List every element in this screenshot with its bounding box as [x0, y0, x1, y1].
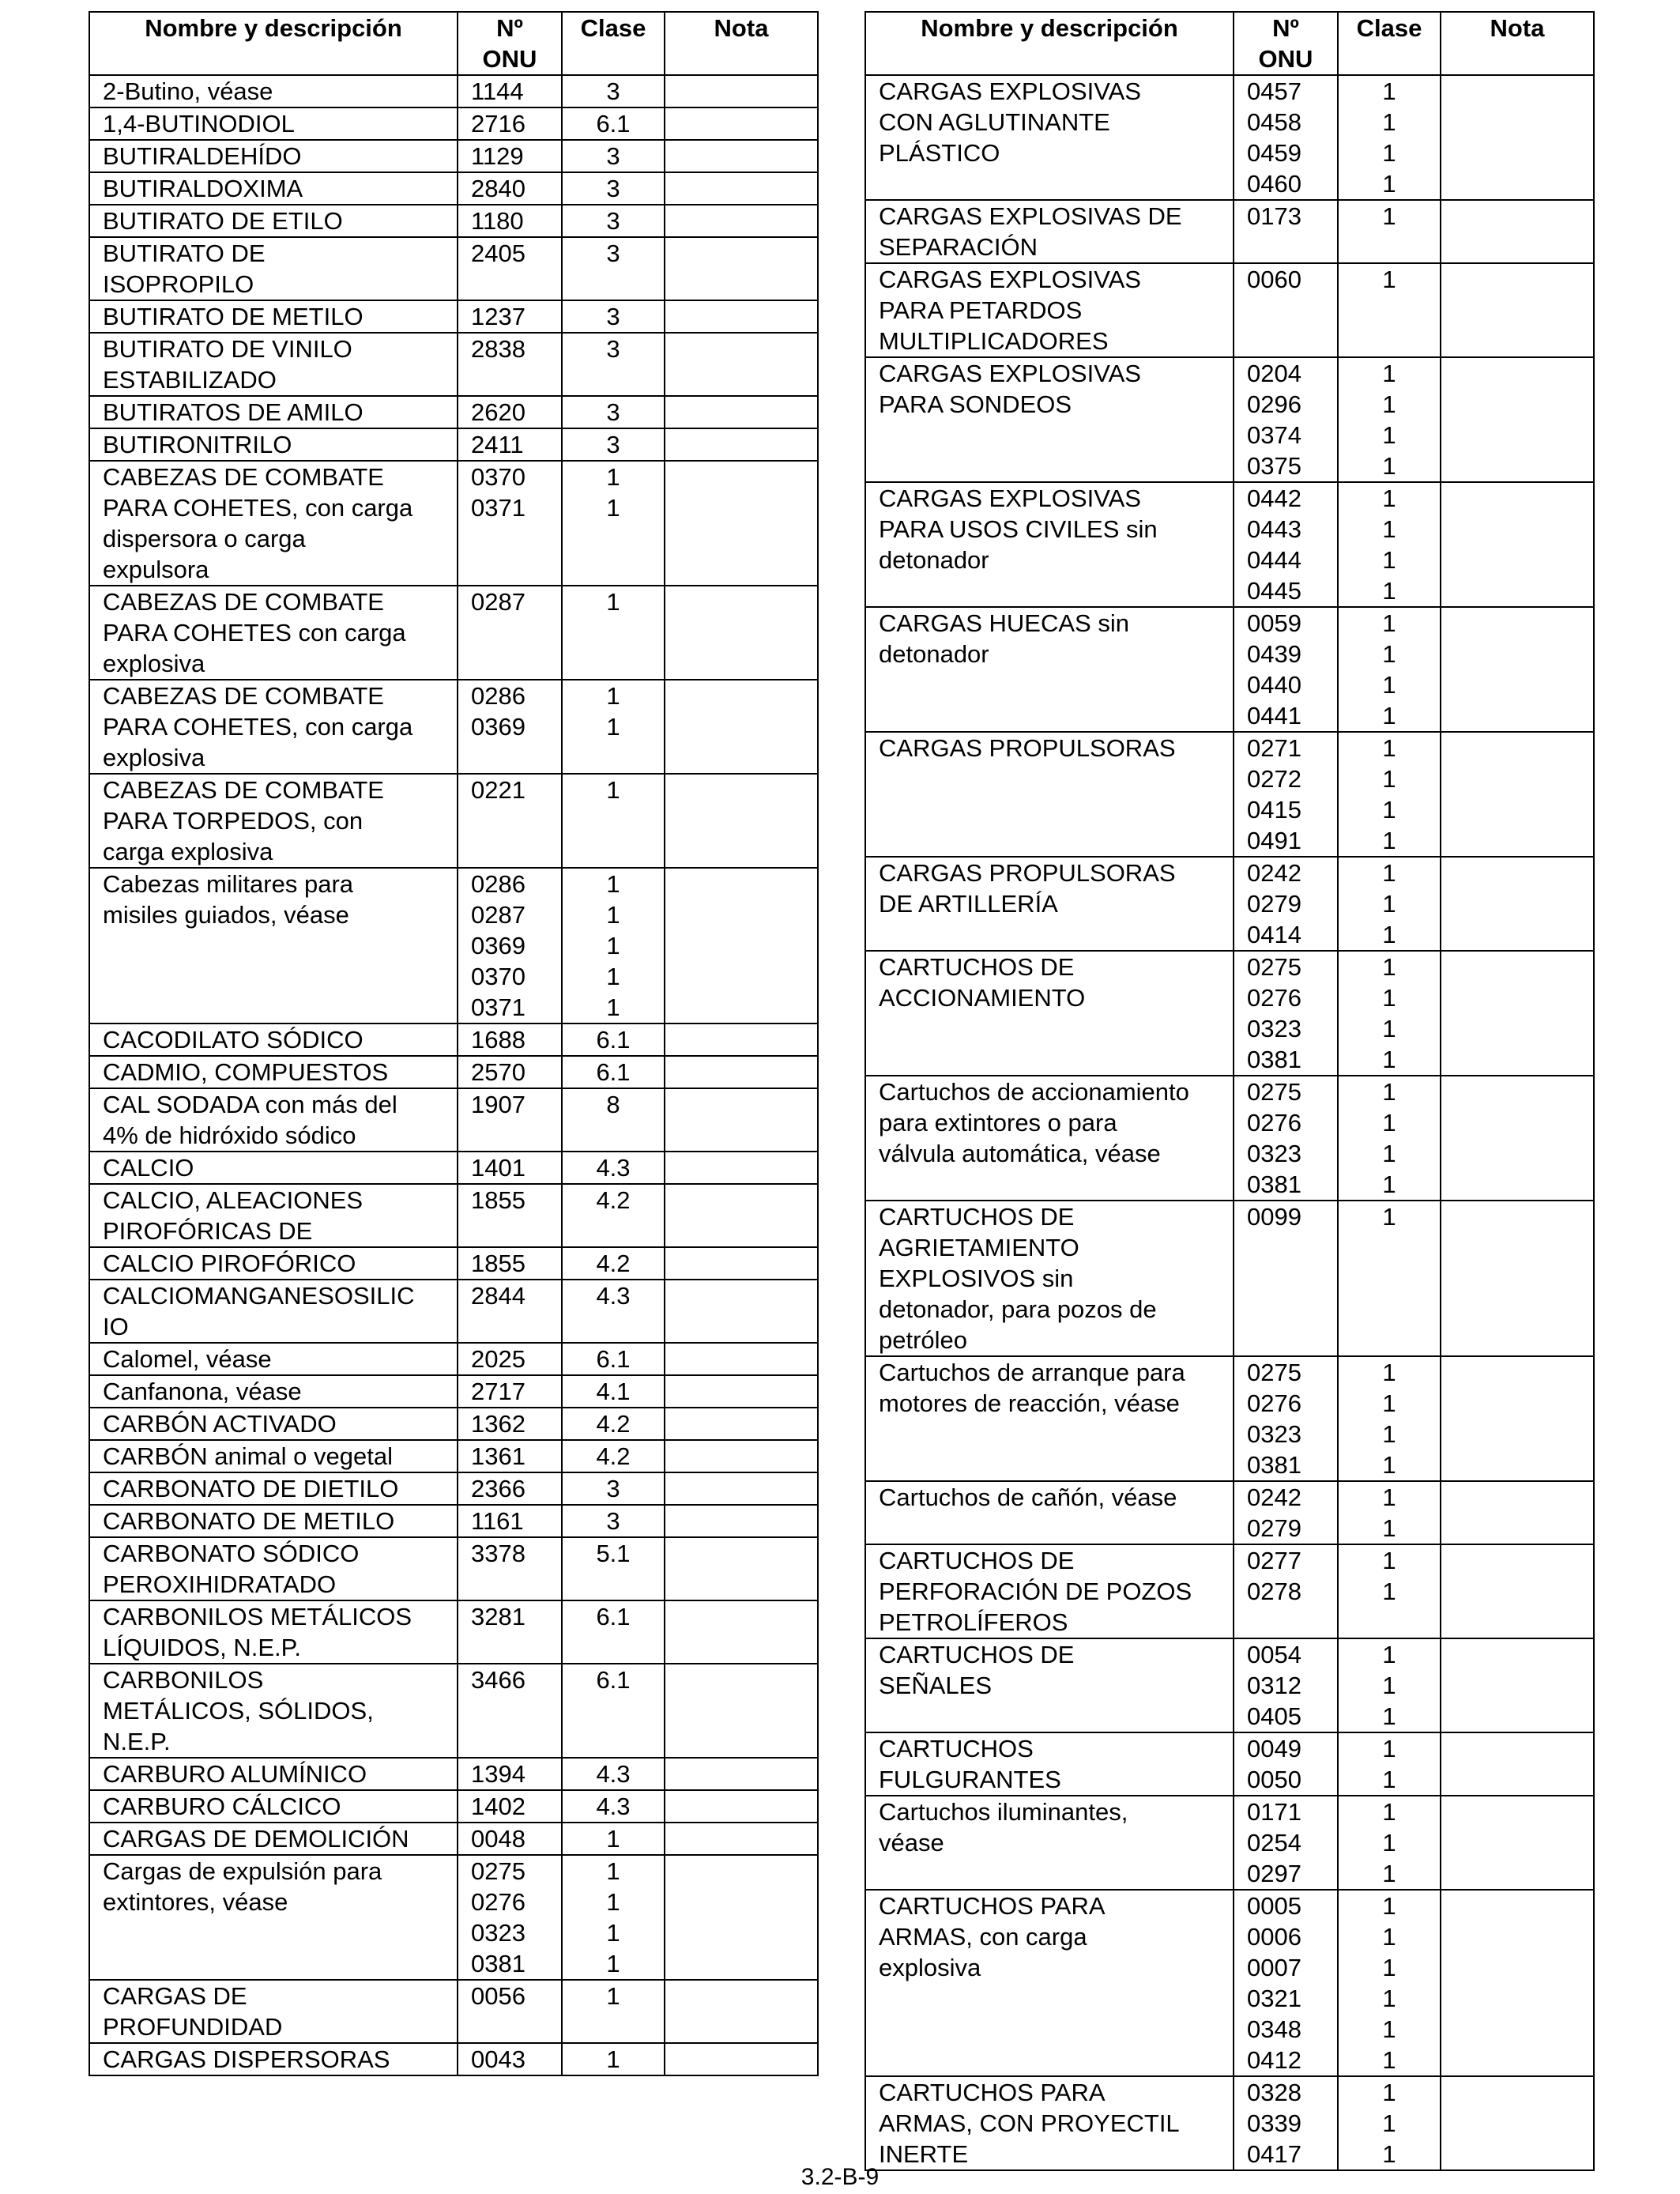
- cell-name: CARGAS EXPLOSIVAS PARA USOS CIVILES sin detonador: [865, 482, 1234, 607]
- cell-onu: 0049 0050: [1234, 1732, 1338, 1796]
- cell-onu: 0048: [458, 1823, 562, 1855]
- table-row: [89, 1664, 818, 1758]
- table-row: [865, 607, 1594, 732]
- cell-name: CABEZAS DE COMBATE PARA TORPEDOS, con carga explosiva: [89, 774, 458, 868]
- cell-clase: 1 1 1: [1338, 1638, 1441, 1732]
- cell-clase: 8: [562, 1088, 665, 1152]
- cell-name: CABEZAS DE COMBATE PARA COHETES con carga explosiva: [89, 586, 458, 680]
- cell-clase: 5.1: [562, 1537, 665, 1600]
- table-row: [89, 300, 818, 333]
- table-row: [865, 1356, 1594, 1481]
- header-nota: Nota: [665, 12, 818, 75]
- cell-name: CARBONATO DE DIETILO: [89, 1472, 458, 1505]
- cell-nota: [665, 1758, 818, 1790]
- cell-name: CAL SODADA con más del 4% de hidróxido sódico: [89, 1088, 458, 1152]
- cell-name: CARBONATO DE METILO: [89, 1505, 458, 1537]
- cell-name: CARTUCHOS DE PERFORACIÓN DE POZOS PETROLÍFEROS: [865, 1544, 1234, 1638]
- cell-clase: 1 1 1: [1338, 2076, 1441, 2170]
- cell-nota: [665, 680, 818, 774]
- table-row: [89, 396, 818, 428]
- cell-nota: [665, 396, 818, 428]
- cell-onu: 0277 0278: [1234, 1544, 1338, 1638]
- table-row: [89, 1408, 818, 1440]
- cell-nota: [665, 428, 818, 461]
- cell-clase: 1 1 1 1: [1338, 75, 1441, 200]
- cell-name: BUTIRATO DE ETILO: [89, 205, 458, 237]
- table-row: [89, 1023, 818, 1056]
- cell-onu: 2025: [458, 1343, 562, 1375]
- cell-clase: 3: [562, 140, 665, 172]
- table-row: [89, 680, 818, 774]
- cell-clase: 3: [562, 1505, 665, 1537]
- table-row: [89, 107, 818, 140]
- cell-nota: [665, 461, 818, 586]
- cell-clase: 4.2: [562, 1247, 665, 1280]
- header-row: [865, 12, 1594, 75]
- cell-onu: 1688: [458, 1023, 562, 1056]
- cell-name: CARBÓN animal o vegetal: [89, 1440, 458, 1472]
- cell-clase: 4.2: [562, 1184, 665, 1247]
- cell-clase: 4.2: [562, 1440, 665, 1472]
- cell-onu: 1394: [458, 1758, 562, 1790]
- cell-nota: [665, 1023, 818, 1056]
- cell-name: CARGAS EXPLOSIVAS CON AGLUTINANTE PLÁSTICO: [865, 75, 1234, 200]
- cell-name: CARTUCHOS DE ACCIONAMIENTO: [865, 951, 1234, 1076]
- cell-clase: 3: [562, 396, 665, 428]
- cell-clase: 6.1: [562, 107, 665, 140]
- cell-nota: [665, 1472, 818, 1505]
- table-row: [89, 1505, 818, 1537]
- cell-name: Canfanona, véase: [89, 1375, 458, 1408]
- cell-clase: 3: [562, 205, 665, 237]
- cell-nota: [665, 75, 818, 107]
- cell-name: BUTIRATO DE VINILO ESTABILIZADO: [89, 333, 458, 396]
- cell-name: CARBONILOS METÁLICOS LÍQUIDOS, N.E.P.: [89, 1600, 458, 1664]
- header-onu: Nº ONU: [458, 12, 562, 75]
- cell-nota: [665, 1664, 818, 1758]
- cell-nota: [1441, 482, 1594, 607]
- cell-clase: 1: [1338, 263, 1441, 357]
- cell-nota: [1441, 357, 1594, 482]
- cell-onu: 0287: [458, 586, 562, 680]
- table-row: [89, 237, 818, 300]
- cell-name: BUTIRALDEHÍDO: [89, 140, 458, 172]
- cell-name: 1,4-BUTINODIOL: [89, 107, 458, 140]
- cell-nota: [665, 1855, 818, 1980]
- cell-nota: [1441, 2076, 1594, 2170]
- cell-onu: 0275 0276 0323 0381: [1234, 1356, 1338, 1481]
- table-row: [89, 1088, 818, 1152]
- cell-nota: [665, 1505, 818, 1537]
- cell-clase: 3: [562, 300, 665, 333]
- cell-onu: 2366: [458, 1472, 562, 1505]
- cell-onu: 0060: [1234, 263, 1338, 357]
- cell-name: BUTIRALDOXIMA: [89, 172, 458, 205]
- cell-nota: [1441, 75, 1594, 200]
- cell-nota: [665, 1600, 818, 1664]
- cell-name: CARGAS PROPULSORAS: [865, 732, 1234, 857]
- cell-name: CARGAS DISPERSORAS: [89, 2043, 458, 2075]
- table-row: [865, 1638, 1594, 1732]
- cell-onu: 1237: [458, 300, 562, 333]
- cell-name: CARGAS DE PROFUNDIDAD: [89, 1980, 458, 2043]
- cell-onu: 0442 0443 0444 0445: [1234, 482, 1338, 607]
- cell-name: CARBONILOS METÁLICOS, SÓLIDOS, N.E.P.: [89, 1664, 458, 1758]
- cell-clase: 1 1 1: [1338, 857, 1441, 951]
- cell-name: CARGAS DE DEMOLICIÓN: [89, 1823, 458, 1855]
- table-row: [89, 2043, 818, 2075]
- table-row: [89, 1152, 818, 1184]
- cell-name: CARBONATO SÓDICO PEROXIHIDRATADO: [89, 1537, 458, 1600]
- table-row: [89, 1980, 818, 2043]
- cell-onu: 1180: [458, 205, 562, 237]
- table-row: [89, 1600, 818, 1664]
- cell-name: CADMIO, COMPUESTOS: [89, 1056, 458, 1088]
- cell-clase: 3: [562, 237, 665, 300]
- cell-name: Cartuchos de accionamiento para extintores o para válvula automática, véase: [865, 1076, 1234, 1201]
- right-table: [864, 11, 1595, 2171]
- cell-onu: 0328 0339 0417: [1234, 2076, 1338, 2170]
- cell-name: Cargas de expulsión para extintores, véase: [89, 1855, 458, 1980]
- left-table: [89, 11, 819, 2076]
- cell-onu: 1361: [458, 1440, 562, 1472]
- cell-onu: 0275 0276 0323 0381: [458, 1855, 562, 1980]
- cell-onu: 1401: [458, 1152, 562, 1184]
- cell-onu: 1855: [458, 1247, 562, 1280]
- cell-name: BUTIRATOS DE AMILO: [89, 396, 458, 428]
- cell-onu: 2838: [458, 333, 562, 396]
- cell-name: Cartuchos de cañón, véase: [865, 1481, 1234, 1544]
- table-row: [89, 140, 818, 172]
- cell-name: CALCIO: [89, 1152, 458, 1184]
- table-row: [89, 1184, 818, 1247]
- cell-clase: 1: [1338, 200, 1441, 263]
- cell-clase: 1 1: [1338, 1481, 1441, 1544]
- cell-onu: 1144: [458, 75, 562, 107]
- cell-nota: [665, 1440, 818, 1472]
- cell-nota: [665, 1343, 818, 1375]
- cell-nota: [665, 1056, 818, 1088]
- cell-name: CARTUCHOS FULGURANTES: [865, 1732, 1234, 1796]
- cell-name: CACODILATO SÓDICO: [89, 1023, 458, 1056]
- cell-clase: 1: [562, 2043, 665, 2075]
- cell-onu: 0054 0312 0405: [1234, 1638, 1338, 1732]
- cell-onu: 2716: [458, 107, 562, 140]
- cell-clase: 3: [562, 333, 665, 396]
- cell-onu: 0056: [458, 1980, 562, 2043]
- table-row: [89, 1823, 818, 1855]
- table-row: [89, 1758, 818, 1790]
- cell-onu: 0275 0276 0323 0381: [1234, 951, 1338, 1076]
- table-row: [89, 586, 818, 680]
- table-row: [865, 732, 1594, 857]
- cell-onu: 0099: [1234, 1201, 1338, 1356]
- cell-onu: 0370 0371: [458, 461, 562, 586]
- cell-nota: [665, 1247, 818, 1280]
- cell-onu: 1362: [458, 1408, 562, 1440]
- table-row: [865, 75, 1594, 200]
- table-row: [865, 263, 1594, 357]
- cell-nota: [1441, 1201, 1594, 1356]
- table-row: [89, 1375, 818, 1408]
- cell-onu: 1161: [458, 1505, 562, 1537]
- cell-nota: [665, 2043, 818, 2075]
- cell-nota: [1441, 1481, 1594, 1544]
- cell-name: CALCIO PIROFÓRICO: [89, 1247, 458, 1280]
- table-row: [89, 1790, 818, 1823]
- cell-nota: [665, 1980, 818, 2043]
- header-onu: Nº ONU: [1234, 12, 1338, 75]
- table-row: [865, 1076, 1594, 1201]
- cell-clase: 6.1: [562, 1664, 665, 1758]
- cell-clase: 4.1: [562, 1375, 665, 1408]
- cell-name: CARTUCHOS PARA ARMAS, CON PROYECTIL INERTE: [865, 2076, 1234, 2170]
- table-row: [89, 1343, 818, 1375]
- cell-nota: [665, 107, 818, 140]
- cell-clase: 3: [562, 1472, 665, 1505]
- cell-name: Cabezas militares para misiles guiados, véase: [89, 868, 458, 1023]
- header-clase: Clase: [562, 12, 665, 75]
- table-row: [89, 774, 818, 868]
- cell-nota: [665, 586, 818, 680]
- cell-name: CALCIO, ALEACIONES PIROFÓRICAS DE: [89, 1184, 458, 1247]
- table-row: [865, 1544, 1594, 1638]
- cell-clase: 3: [562, 75, 665, 107]
- cell-onu: 1129: [458, 140, 562, 172]
- cell-onu: 2411: [458, 428, 562, 461]
- cell-name: Cartuchos de arranque para motores de reacción, véase: [865, 1356, 1234, 1481]
- cell-onu: 0221: [458, 774, 562, 868]
- cell-nota: [1441, 951, 1594, 1076]
- cell-nota: [1441, 732, 1594, 857]
- cell-nota: [1441, 1544, 1594, 1638]
- cell-nota: [1441, 1796, 1594, 1890]
- table-row: [89, 75, 818, 107]
- cell-name: BUTIRATO DE METILO: [89, 300, 458, 333]
- cell-nota: [665, 237, 818, 300]
- header-name: Nombre y descripción: [89, 12, 458, 75]
- cell-clase: 4.3: [562, 1280, 665, 1343]
- header-name: Nombre y descripción: [865, 12, 1234, 75]
- cell-clase: 4.3: [562, 1790, 665, 1823]
- cell-clase: 1 1: [562, 680, 665, 774]
- cell-nota: [665, 205, 818, 237]
- table-row: [865, 200, 1594, 263]
- cell-name: CARGAS HUECAS sin detonador: [865, 607, 1234, 732]
- cell-clase: 1 1 1 1: [1338, 951, 1441, 1076]
- cell-nota: [665, 1088, 818, 1152]
- cell-clase: 1: [562, 586, 665, 680]
- header-clase: Clase: [1338, 12, 1441, 75]
- cell-nota: [665, 774, 818, 868]
- cell-clase: 1: [1338, 1201, 1441, 1356]
- cell-name: CARTUCHOS DE SEÑALES: [865, 1638, 1234, 1732]
- cell-name: CARTUCHOS DE AGRIETAMIENTO EXPLOSIVOS sin detonador, para pozos de petróleo: [865, 1201, 1234, 1356]
- cell-nota: [665, 868, 818, 1023]
- cell-clase: 1 1 1 1: [1338, 732, 1441, 857]
- cell-nota: [665, 1790, 818, 1823]
- cell-onu: 0286 0287 0369 0370 0371: [458, 868, 562, 1023]
- table-row: [865, 482, 1594, 607]
- cell-clase: 6.1: [562, 1056, 665, 1088]
- cell-nota: [1441, 200, 1594, 263]
- cell-nota: [665, 1184, 818, 1247]
- cell-name: CARGAS EXPLOSIVAS PARA PETARDOS MULTIPLICADORES: [865, 263, 1234, 357]
- cell-onu: 3466: [458, 1664, 562, 1758]
- cell-onu: 0173: [1234, 200, 1338, 263]
- table-row: [89, 1537, 818, 1600]
- cell-clase: 1: [562, 1823, 665, 1855]
- cell-clase: 1 1 1 1 1: [562, 868, 665, 1023]
- cell-onu: 0059 0439 0440 0441: [1234, 607, 1338, 732]
- cell-clase: 1: [562, 1980, 665, 2043]
- table-row: [865, 1796, 1594, 1890]
- table-row: [89, 1247, 818, 1280]
- cell-clase: 1 1 1 1: [1338, 357, 1441, 482]
- cell-name: CABEZAS DE COMBATE PARA COHETES, con carga explosiva: [89, 680, 458, 774]
- cell-onu: 2405: [458, 237, 562, 300]
- cell-onu: 1855: [458, 1184, 562, 1247]
- cell-onu: 1907: [458, 1088, 562, 1152]
- cell-clase: 1 1 1 1: [1338, 607, 1441, 732]
- table-row: [865, 1201, 1594, 1356]
- cell-nota: [665, 1280, 818, 1343]
- table-row: [865, 357, 1594, 482]
- cell-nota: [665, 1823, 818, 1855]
- table-row: [89, 333, 818, 396]
- cell-clase: 1 1 1 1: [1338, 1076, 1441, 1201]
- cell-nota: [1441, 263, 1594, 357]
- cell-onu: 2570: [458, 1056, 562, 1088]
- table-row: [89, 1855, 818, 1980]
- cell-nota: [1441, 1356, 1594, 1481]
- cell-onu: 0242 0279: [1234, 1481, 1338, 1544]
- cell-onu: 0204 0296 0374 0375: [1234, 357, 1338, 482]
- cell-clase: 4.2: [562, 1408, 665, 1440]
- cell-clase: 1 1: [562, 461, 665, 586]
- table-row: [89, 1056, 818, 1088]
- cell-clase: 1: [562, 774, 665, 868]
- cell-onu: 3281: [458, 1600, 562, 1664]
- cell-onu: 0171 0254 0297: [1234, 1796, 1338, 1890]
- cell-nota: [1441, 1076, 1594, 1201]
- cell-clase: 6.1: [562, 1023, 665, 1056]
- cell-name: Cartuchos iluminantes, véase: [865, 1796, 1234, 1890]
- left-table-body: [89, 75, 818, 2075]
- cell-nota: [665, 140, 818, 172]
- cell-onu: 0005 0006 0007 0321 0348 0412: [1234, 1890, 1338, 2076]
- cell-name: CABEZAS DE COMBATE PARA COHETES, con carga dispersora o carga expulsora: [89, 461, 458, 586]
- cell-nota: [1441, 857, 1594, 951]
- cell-onu: 3378: [458, 1537, 562, 1600]
- cell-clase: 6.1: [562, 1343, 665, 1375]
- table-row: [89, 461, 818, 586]
- cell-onu: 2840: [458, 172, 562, 205]
- cell-name: CARBURO CÁLCICO: [89, 1790, 458, 1823]
- cell-nota: [665, 300, 818, 333]
- cell-onu: 0242 0279 0414: [1234, 857, 1338, 951]
- cell-clase: 1 1: [1338, 1732, 1441, 1796]
- header-row: [89, 12, 818, 75]
- cell-clase: 6.1: [562, 1600, 665, 1664]
- cell-nota: [1441, 1638, 1594, 1732]
- cell-nota: [665, 1408, 818, 1440]
- cell-nota: [665, 172, 818, 205]
- cell-name: CALCIOMANGANESOSILIC IO: [89, 1280, 458, 1343]
- header-nota: Nota: [1441, 12, 1594, 75]
- cell-onu: 0271 0272 0415 0491: [1234, 732, 1338, 857]
- table-row: [865, 951, 1594, 1076]
- cell-nota: [665, 1537, 818, 1600]
- cell-onu: 0457 0458 0459 0460: [1234, 75, 1338, 200]
- table-row: [865, 857, 1594, 951]
- cell-onu: 2620: [458, 396, 562, 428]
- cell-clase: 3: [562, 172, 665, 205]
- cell-onu: 1402: [458, 1790, 562, 1823]
- cell-clase: 1 1 1 1: [1338, 482, 1441, 607]
- cell-clase: 1 1 1: [1338, 1796, 1441, 1890]
- cell-name: CARBURO ALUMÍNICO: [89, 1758, 458, 1790]
- cell-clase: 1 1 1 1: [562, 1855, 665, 1980]
- cell-nota: [665, 1152, 818, 1184]
- cell-name: BUTIRONITRILO: [89, 428, 458, 461]
- table-row: [89, 205, 818, 237]
- cell-clase: 1 1 1 1 1 1: [1338, 1890, 1441, 2076]
- cell-name: CARTUCHOS PARA ARMAS, con carga explosiva: [865, 1890, 1234, 2076]
- cell-name: CARGAS PROPULSORAS DE ARTILLERÍA: [865, 857, 1234, 951]
- table-row: [89, 868, 818, 1023]
- cell-clase: 3: [562, 428, 665, 461]
- cell-name: CARBÓN ACTIVADO: [89, 1408, 458, 1440]
- cell-onu: 0043: [458, 2043, 562, 2075]
- right-table-body: [865, 75, 1594, 2170]
- table-row: [89, 1280, 818, 1343]
- page-number: 3.2-B-9: [800, 2164, 880, 2190]
- cell-nota: [665, 1375, 818, 1408]
- cell-name: CARGAS EXPLOSIVAS DE SEPARACIÓN: [865, 200, 1234, 263]
- table-row: [89, 1472, 818, 1505]
- cell-name: BUTIRATO DE ISOPROPILO: [89, 237, 458, 300]
- table-row: [89, 428, 818, 461]
- table-row: [865, 1890, 1594, 2076]
- cell-onu: 2717: [458, 1375, 562, 1408]
- cell-onu: 0275 0276 0323 0381: [1234, 1076, 1338, 1201]
- cell-clase: 1 1: [1338, 1544, 1441, 1638]
- table-row: [865, 2076, 1594, 2170]
- cell-clase: 1 1 1 1: [1338, 1356, 1441, 1481]
- cell-onu: 2844: [458, 1280, 562, 1343]
- cell-nota: [1441, 1890, 1594, 2076]
- cell-name: CARGAS EXPLOSIVAS PARA SONDEOS: [865, 357, 1234, 482]
- cell-nota: [1441, 1732, 1594, 1796]
- cell-name: 2-Butino, véase: [89, 75, 458, 107]
- table-row: [865, 1481, 1594, 1544]
- table-row: [89, 172, 818, 205]
- cell-nota: [665, 333, 818, 396]
- cell-onu: 0286 0369: [458, 680, 562, 774]
- cell-nota: [1441, 607, 1594, 732]
- table-row: [89, 1440, 818, 1472]
- cell-clase: 4.3: [562, 1758, 665, 1790]
- cell-clase: 4.3: [562, 1152, 665, 1184]
- table-row: [865, 1732, 1594, 1796]
- cell-name: Calomel, véase: [89, 1343, 458, 1375]
